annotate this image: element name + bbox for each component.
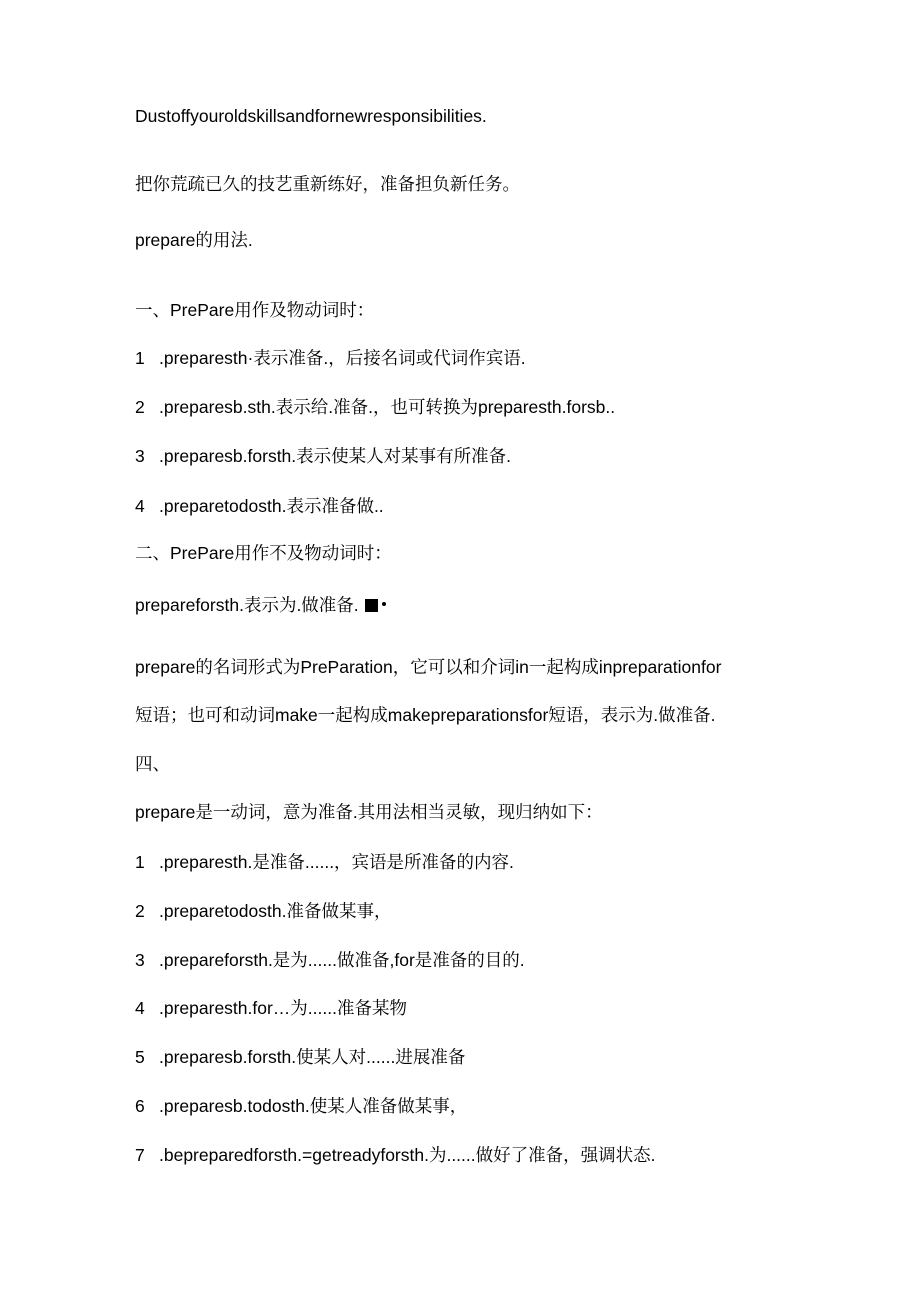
list-item-text: .preparesth.是准备......，宾语是所准备的内容. bbox=[159, 852, 514, 872]
intro-english: Dustoffyouroldskillsandfornewresponsibilities. bbox=[135, 106, 487, 126]
list-item-text: .bepreparedforsth.=getreadyforsth.为......做好了准备，强调状态. bbox=[159, 1145, 656, 1165]
usage-title: prepare的用法. bbox=[135, 230, 253, 250]
list-item bbox=[135, 1094, 467, 1118]
list-item-number: 2 bbox=[135, 901, 145, 921]
list-item-number: 3 bbox=[135, 446, 145, 466]
list-item bbox=[135, 899, 391, 923]
list-item-number: 6 bbox=[135, 1096, 145, 1116]
list-item bbox=[135, 996, 407, 1020]
list-item bbox=[135, 395, 615, 419]
list-item-number: 4 bbox=[135, 496, 145, 516]
list-item bbox=[135, 1045, 465, 1069]
noun-paragraph-line2: 短语；也可和动词make一起构成makepreparationsfor短语，表示为.做准备. bbox=[135, 705, 716, 725]
list-item bbox=[135, 346, 526, 370]
section4-heading: 四、 bbox=[135, 754, 170, 774]
list-item-number: 7 bbox=[135, 1145, 145, 1165]
section4-intro: prepare是一动词，意为准备.其用法相当灵敏，现归纳如下： bbox=[135, 802, 603, 822]
list-item-text: .preparetodosth.表示准备做.. bbox=[159, 496, 384, 516]
section2-text: prepareforsth.表示为.做准备. bbox=[135, 595, 359, 615]
noun-paragraph-line1: prepare的名词形式为PreParation，它可以和介词in一起构成inpreparationfor bbox=[135, 657, 722, 677]
list-item-number: 3 bbox=[135, 950, 145, 970]
section2-text-line bbox=[135, 593, 386, 617]
list-item bbox=[135, 444, 511, 468]
black-square-mark bbox=[365, 599, 378, 612]
list-item-text: .preparetodosth.准备做某事， bbox=[159, 901, 392, 921]
list-item bbox=[135, 850, 514, 874]
list-item-number: 2 bbox=[135, 397, 145, 417]
section2-heading: 二、PrePare用作不及物动词时： bbox=[135, 543, 392, 563]
intro-chinese: 把你荒疏已久的技艺重新练好，准备担负新任务。 bbox=[135, 174, 520, 194]
list-item-text: .preparesth·表示准备.，后接名词或代词作宾语. bbox=[159, 348, 526, 368]
list-item-text: .preparesb.todosth.使某人准备做某事， bbox=[159, 1096, 468, 1116]
list-item bbox=[135, 948, 525, 972]
bullet-dot-mark bbox=[382, 602, 386, 606]
list-item-number: 1 bbox=[135, 348, 145, 368]
list-item-text: .preparesb.forsth.使某人对......进展准备 bbox=[159, 1047, 466, 1067]
list-item-text: .preparesb.forsth.表示使某人对某事有所准备. bbox=[159, 446, 512, 466]
section1-heading: 一、PrePare用作及物动词时： bbox=[135, 300, 375, 320]
list-item-number: 4 bbox=[135, 998, 145, 1018]
list-item-number: 1 bbox=[135, 852, 145, 872]
list-item-text: .preparesb.sth.表示给.准备.，也可转换为preparesth.forsb.. bbox=[159, 397, 616, 417]
list-item-text: .prepareforsth.是为......做准备,for是准备的目的. bbox=[159, 950, 525, 970]
list-item bbox=[135, 494, 384, 518]
list-item-text: .preparesth.for…为......准备某物 bbox=[159, 998, 407, 1018]
list-item bbox=[135, 1143, 656, 1167]
list-item-number: 5 bbox=[135, 1047, 145, 1067]
